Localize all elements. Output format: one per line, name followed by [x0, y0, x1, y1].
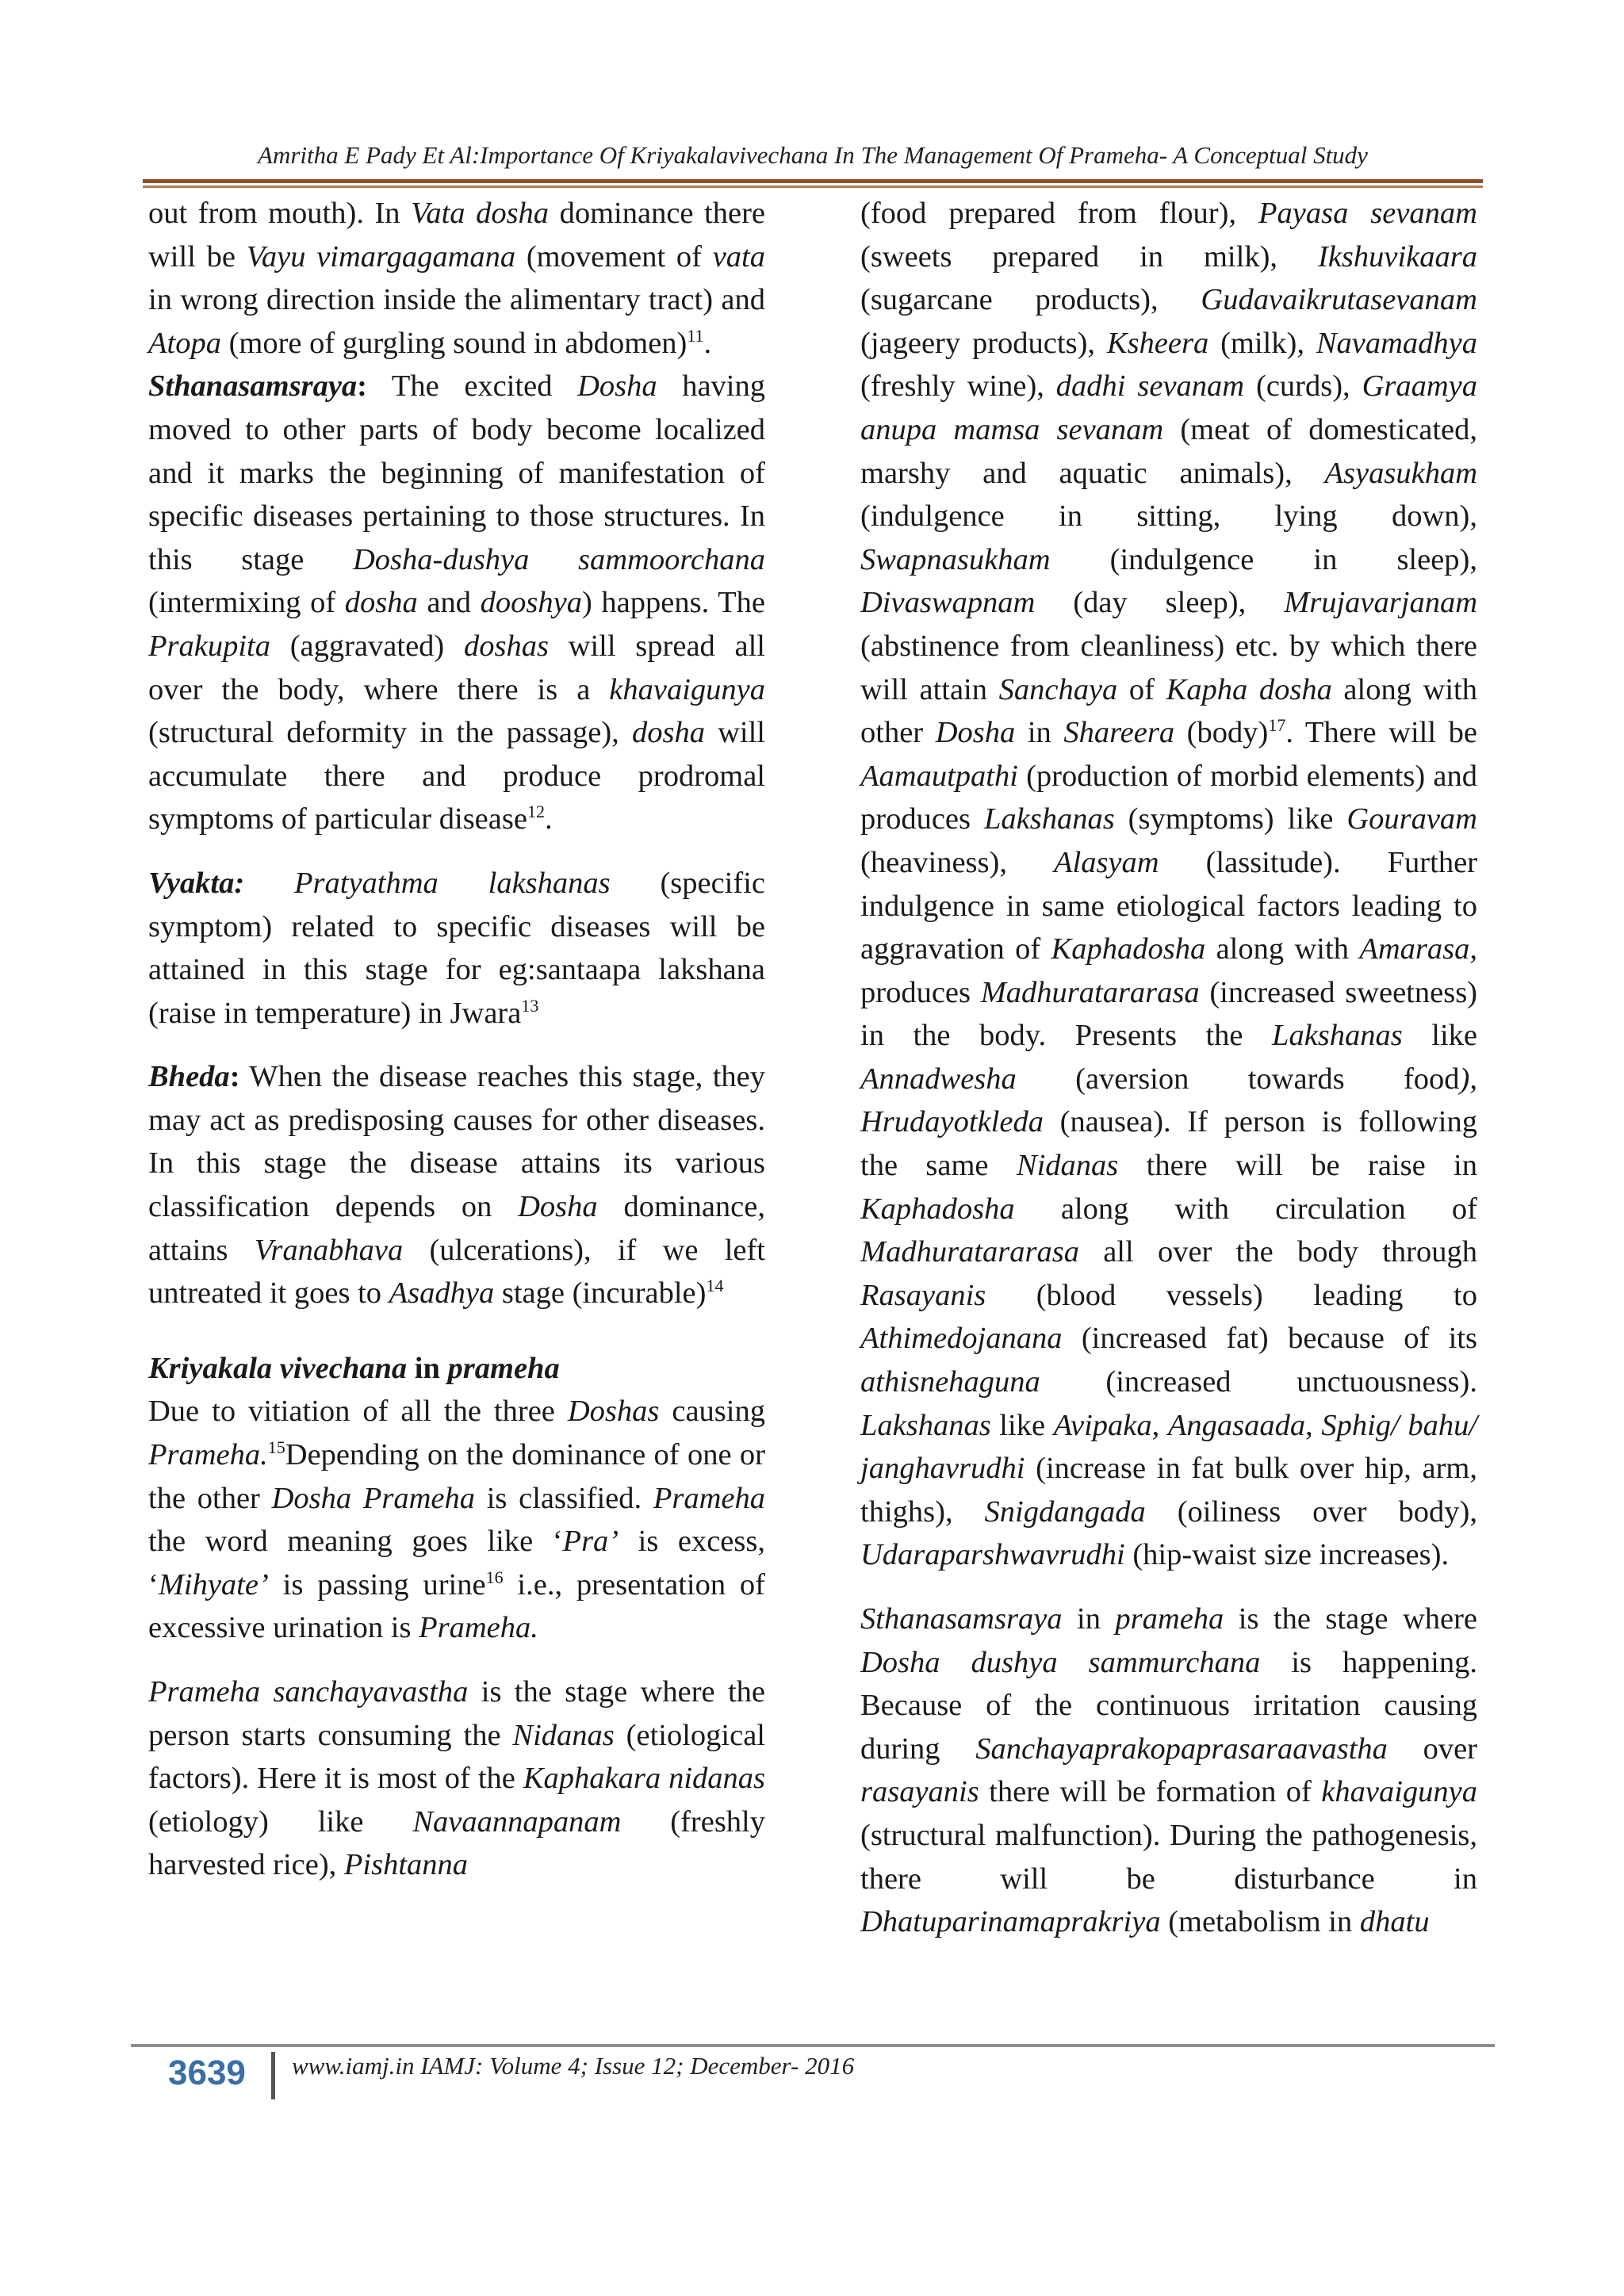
reference-17: 17	[1268, 715, 1286, 736]
reference-11: 11	[687, 325, 704, 346]
footer-rule	[131, 2044, 1495, 2047]
footer-citation: www.iamj.in IAMJ: Volume 4; Issue 12; December- 2016	[292, 2052, 855, 2080]
paragraph-sanchayavastha: Prameha sanchayavastha is the stage where the person starts consuming the Nidanas (etiological factors). Here it is most of the Kaphakara nidanas (etiology) like Navaannapanam (freshly harvested rice), Pishtanna	[148, 1675, 765, 1882]
paragraph-bheda: Bheda: When the disease reaches this stage, they may act as predisposing causes for other diseases. In this stage the disease attains its various classification depends on Dosha dominance, attains Vranabhava (ulcerations), if we left untreated it goes to Asadhya stage (incurable)$^{14}$	[148, 1060, 766, 1311]
reference-15: 15	[267, 1437, 285, 1458]
reference-14: 14	[706, 1276, 724, 1296]
section-heading: Kriyakala vivechana in prameha	[148, 1351, 560, 1385]
right-column	[860, 192, 1477, 1944]
paragraph-sthanasamsraya: Sthanasamsraya: The excited Dosha having moved to other parts of body become localized and it marks the beginning of manifestation of specific diseases pertaining to those structures. In this stage Dosha-dushya sammoorchana (intermixing of dosha and dooshya) happens. The Prakupita (aggravated) doshas will spread all over the body, where there is a khavaigunya (structural deformity in the passage), dosha will accumulate there and produce prodromal symptoms of particular disease$^{12}$.	[148, 369, 765, 836]
paragraph-nidanas-continued: (food prepared from flour), Payasa sevanam (sweets prepared in milk), Ikshuvikaara (sugarcane products), Gudavaikrutasevanam (jageery products), Ksheera (milk), Navamadhya (freshly wine), dadhi sevanam (curds), Graamya anupa mamsa sevanam (meat of domesticated, marshy and aquatic animals), Asyasukham (indulgence in sitting, lying down), Swapnasukham (indulgence in sleep), Divaswapnam (day sleep), Mrujavarjanam (abstinence from cleanliness) etc. by which there will attain Sanchaya of Kapha dosha along with other Dosha in Shareera (body)$^{17}$. There will be Aamautpathi (production of morbid elements) and produces Lakshanas (symptoms) like Gouravam (heaviness), Alasyam (lassitude). Further indulgence in same etiological factors leading to aggravation of Kaphadosha along with Amarasa, produces Madhuratararasa (increased sweetness) in the body. Presents the Lakshanas like Annadwesha (aversion towards food), Hrudayotkleda (nausea). If person is following the same Nidanas there will be raise in Kaphadosha along with circulation of Madhuratararasa all over the body through Rasayanis (blood vessels) leading to Athimedojanana (increased fat) because of its athisnehaguna (increased unctuousness). Lakshanas like Avipaka, Angasaada, Sphig/ bahu/ janghavrudhi (increase in fat bulk over hip, arm, thighs), Snigdangada (oiliness over body), Udaraparshwavrudhi (hip-waist size increases).	[860, 197, 1478, 1572]
header-rule-thin	[143, 186, 1483, 188]
reference-13: 13	[521, 995, 539, 1016]
paragraph-prameha-definition: Due to vitiation of all the three Doshas causing Prameha.$^{15}$Depending on the dominance of one or the other Dosha Prameha is classified. Prameha the word meaning goes like ‘Pra’ is excess, ‘Mihyate’ is passing urine$^{16}$ i.e., presentation of excessive urination is Prameha.	[148, 1395, 765, 1645]
reference-16: 16	[485, 1567, 504, 1587]
paragraph-vyakta: Vyakta: Pratyathma lakshanas (specific symptom) related to specific diseases will be attained in this stage for eg:santaapa lakshana (raise in temperature) in Jwara$^{13}$	[148, 866, 765, 1030]
header-rule	[143, 179, 1483, 183]
left-column	[148, 192, 765, 1887]
page-number: 3639	[168, 2053, 246, 2092]
paragraph-vata-dosha: out from mouth). In Vata dosha dominance there will be Vayu vimargagamana (movement of vata in wrong direction inside the alimentary tract) and Atopa (more of gurgling sound in abdomen)$^{11}$.	[148, 197, 765, 360]
paragraph-sthanasamsraya-prameha: Sthanasamsraya in prameha is the stage where Dosha dushya sammurchana is happening. Because of the continuous irritation causing during Sanchayaprakopaprasaraavastha over rasayanis there will be formation of khavaigunya (structural malfunction). During the pathogenesis, there will be disturbance in Dhatuparinamaprakriya (metabolism in dhatu	[860, 1602, 1478, 1939]
reference-12: 12	[527, 802, 545, 822]
running-header: Amritha E Pady Et Al:Importance Of Kriyakalavivechana In The Management Of Prameha- A Conceptual Study	[258, 141, 1368, 169]
footer-divider	[271, 2052, 275, 2099]
